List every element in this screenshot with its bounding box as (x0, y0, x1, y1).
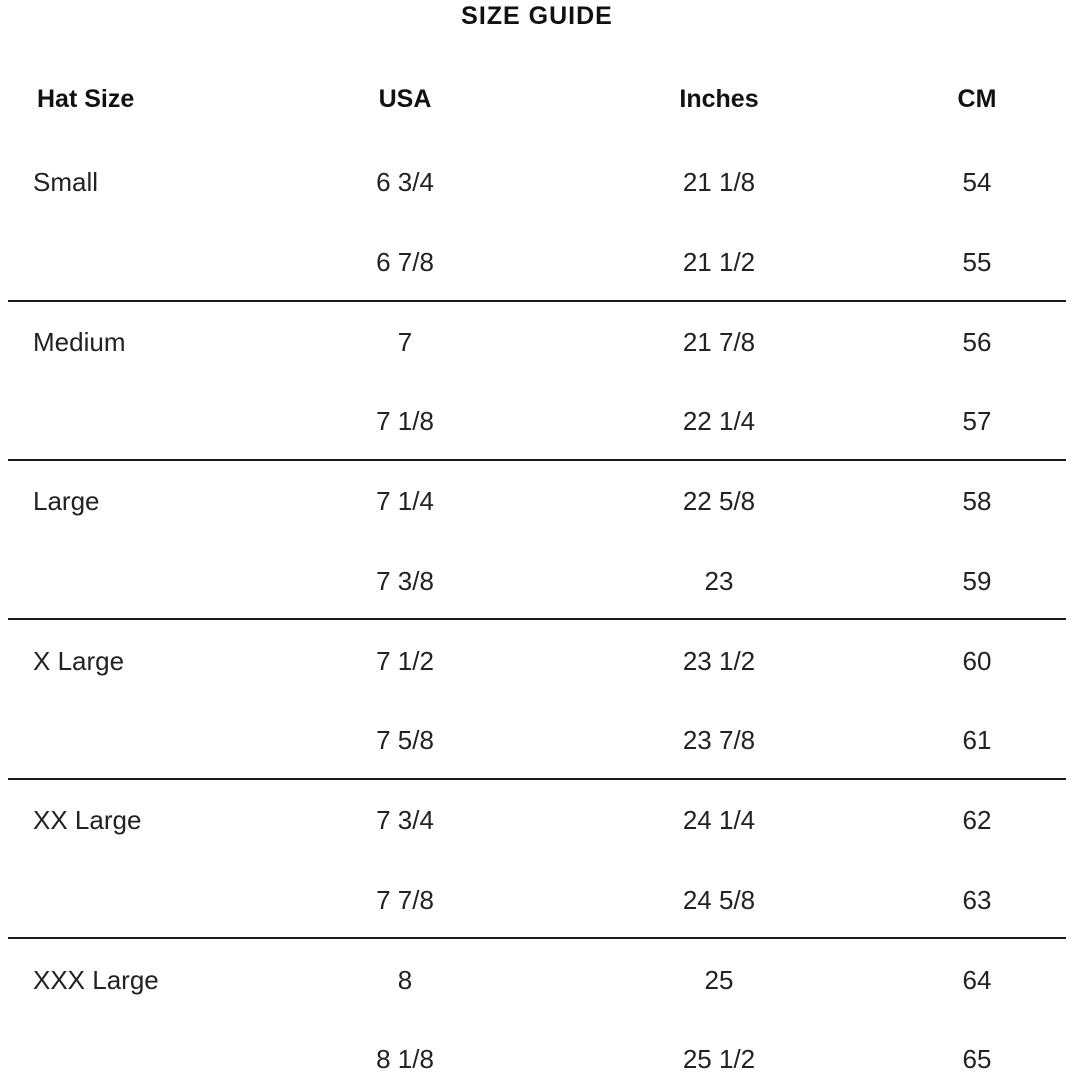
cm-cell: 61 (962, 725, 992, 755)
cm-cell: 57 (962, 406, 992, 436)
cm-cell: 55 (962, 246, 992, 277)
group-divider (8, 618, 1066, 620)
inches-cell: 21 1/2 (682, 246, 756, 277)
inches-cell: 23 1/2 (682, 645, 756, 676)
usa-size-cell: 6 3/4 (376, 167, 434, 197)
inches-cell: 25 (704, 964, 734, 995)
cm-cell: 56 (962, 326, 992, 357)
usa-size-cell: 8 (397, 964, 413, 995)
cm-cell: 65 (962, 1044, 992, 1074)
inches-cell: 21 1/8 (682, 167, 756, 197)
usa-size-cell: 7 3/4 (376, 805, 434, 835)
hat-size-label: XX Large (33, 805, 142, 835)
usa-size-cell: 7 7/8 (376, 884, 434, 915)
cm-cell: 63 (962, 884, 992, 915)
inches-cell: 25 1/2 (682, 1044, 756, 1074)
group-divider (8, 778, 1066, 780)
group-divider (8, 459, 1066, 461)
hat-size-label: Large (33, 486, 100, 516)
usa-size-cell: 7 1/4 (376, 486, 434, 516)
usa-size-cell: 7 1/2 (376, 645, 434, 676)
usa-size-cell: 7 3/8 (376, 565, 434, 596)
cm-cell: 64 (962, 964, 992, 995)
hat-size-label: Medium (33, 326, 126, 357)
header-usa: USA (378, 85, 432, 113)
cm-cell: 62 (962, 805, 992, 835)
inches-cell: 24 5/8 (682, 884, 756, 915)
header-hat-size: Hat Size (37, 85, 135, 113)
inches-cell: 23 (704, 565, 734, 596)
group-divider (8, 300, 1066, 302)
usa-size-cell: 7 (397, 326, 413, 357)
usa-size-cell: 7 5/8 (376, 725, 434, 755)
usa-size-cell: 8 1/8 (376, 1044, 434, 1074)
cm-cell: 54 (962, 167, 992, 197)
inches-cell: 23 7/8 (682, 725, 756, 755)
hat-size-label: XXX Large (33, 964, 159, 995)
cm-cell: 60 (962, 645, 992, 676)
inches-cell: 21 7/8 (682, 326, 756, 357)
group-divider (8, 937, 1066, 939)
header-inches: Inches (679, 85, 759, 113)
cm-cell: 58 (962, 486, 992, 516)
usa-size-cell: 7 1/8 (376, 406, 434, 436)
inches-cell: 24 1/4 (682, 805, 756, 835)
cm-cell: 59 (962, 565, 992, 596)
page-title: SIZE GUIDE (461, 2, 613, 30)
hat-size-label: X Large (33, 645, 125, 676)
hat-size-label: Small (33, 167, 99, 197)
usa-size-cell: 6 7/8 (376, 246, 434, 277)
inches-cell: 22 1/4 (682, 406, 756, 436)
inches-cell: 22 5/8 (682, 486, 756, 516)
header-cm: CM (957, 85, 997, 113)
